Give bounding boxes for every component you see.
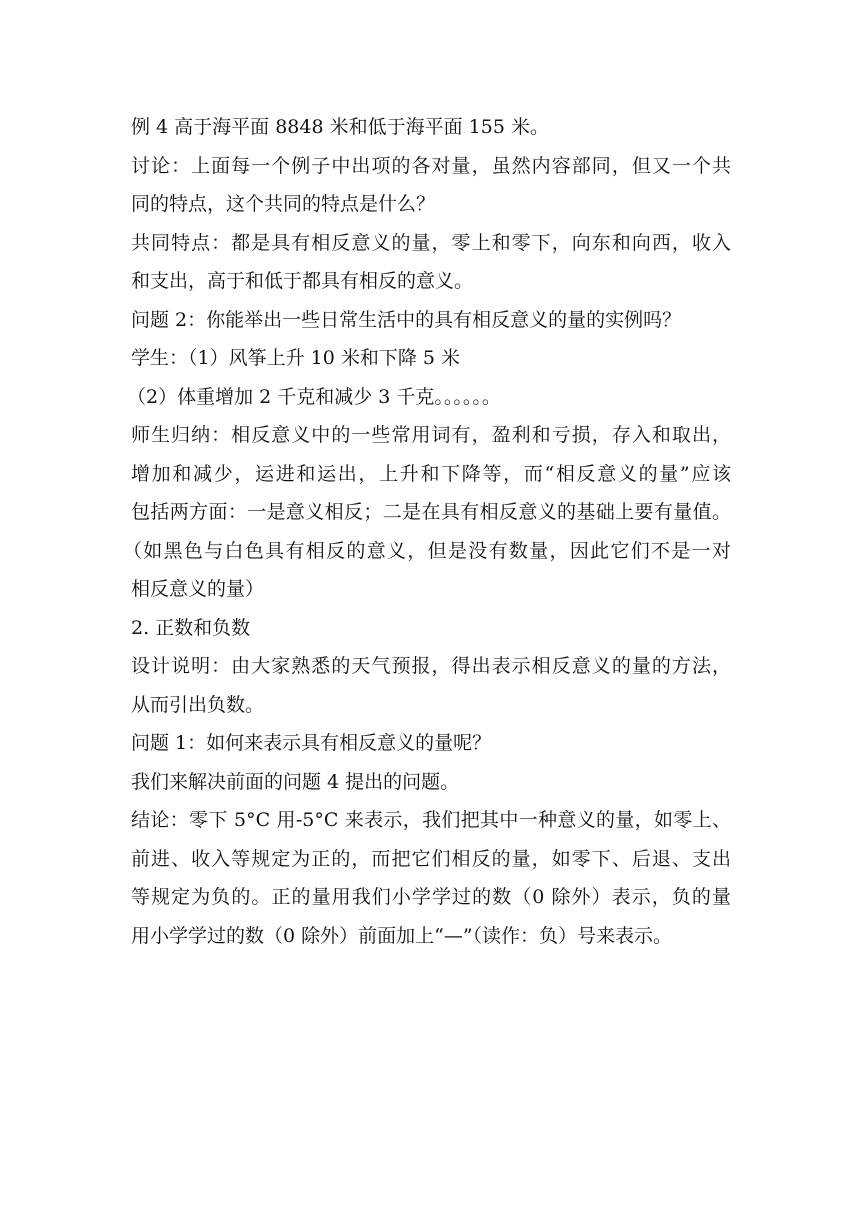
summary-paragraph-line-5: 相反意义的量） xyxy=(131,578,265,600)
question-2-line: 问题 2：你能举出一些日常生活中的具有相反意义的量的实例吗？ xyxy=(131,308,682,331)
conclusion-line-3: 等规定为负的。正的量用我们小学学过的数（0 除外）表示，负的量 xyxy=(131,886,731,908)
discussion-paragraph-line-2: 同的特点，这个共同的特点是什么？ xyxy=(131,193,436,215)
question-1-line: 问题 1：如何来表示具有相反意义的量呢？ xyxy=(131,732,492,754)
common-features-line-1: 共同特点：都是具有相反意义的量，零上和零下，向东和向西，收入 xyxy=(131,231,731,254)
student-answer-1-line: 学生：（1）风筝上升 10 米和下降 5 米 xyxy=(131,347,461,369)
design-note-line-1: 设计说明：由大家熟悉的天气预报，得出表示相反意义的量的方法， xyxy=(131,655,731,677)
summary-paragraph-line-2: 增加和减少，运进和运出，上升和下降等，而“相反意义的量”应该 xyxy=(131,462,731,485)
summary-paragraph-line-4: （如黑色与白色具有相反的意义，但是没有数量，因此它们不是一对 xyxy=(123,539,731,562)
example-4-line: 例 4 高于海平面 8848 米和低于海平面 155 米。 xyxy=(131,116,549,138)
summary-paragraph-line-1: 师生归纳：相反意义中的一些常用词有，盈利和亏损，存入和取出， xyxy=(131,424,731,446)
conclusion-line-2: 前进、收入等规定为正的，而把它们相反的量，如零下、后退、支出 xyxy=(131,847,731,870)
conclusion-line-4: 用小学学过的数（0 除外）前面加上“—”（读作：负）号来表示。 xyxy=(131,924,673,947)
conclusion-line-1: 结论：零下 5°C 用-5°C 来表示，我们把其中一种意义的量，如零上、 xyxy=(131,809,731,831)
design-note-line-2: 从而引出负数。 xyxy=(131,693,265,716)
common-features-line-2: 和支出，高于和低于都具有相反的意义。 xyxy=(131,270,474,292)
section-heading-positive-negative: 2. 正数和负数 xyxy=(131,616,251,639)
student-answer-2-line: （2）体重增加 2 千克和减少 3 千克。。。。。。 xyxy=(127,385,501,408)
solve-question-4-line: 我们来解决前面的问题 4 提出的问题。 xyxy=(131,770,460,793)
discussion-paragraph-line-1: 讨论：上面每一个例子中出项的各对量，虽然内容部同，但又一个共 xyxy=(131,154,731,177)
document-body xyxy=(123,108,731,955)
summary-paragraph-line-3: 包括两方面：一是意义相反；二是在具有相反意义的基础上要有量值。 xyxy=(131,501,731,523)
